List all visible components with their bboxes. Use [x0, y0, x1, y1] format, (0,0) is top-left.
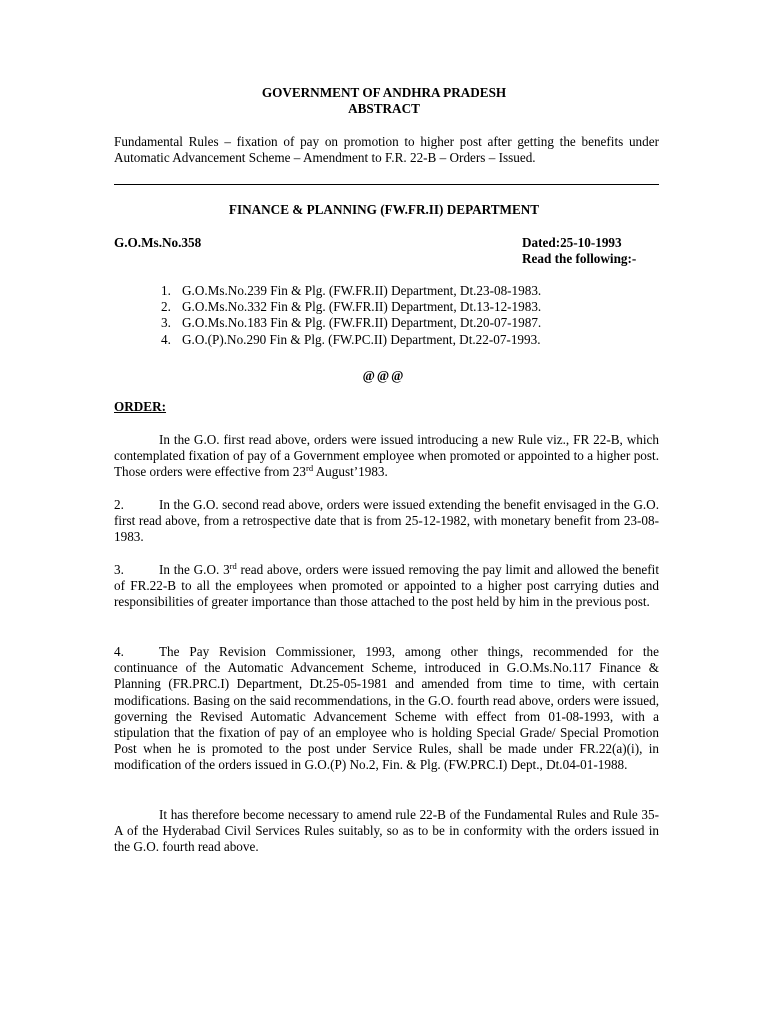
superscript: rd	[229, 561, 237, 571]
paragraph-text: The Pay Revision Commissioner, 1993, among other things, recommended for the continuance of the Automatic Advancement Scheme, introduced in G.O.Ms.No.117 Finance & Planning (FR.PRC.I) Department, Dt.25-05-1981 and amended from time to time, with certain modifications. Basing on the said recommendations, in the G.O. fourth read above, orders were issued, governing the Revised Automatic Advancement Scheme with effect from 01-08-1993, with a stipulation that the fixation of pay of an employee who is holding Special Grade/ Special Promotion Post when he is promoted to the post under Service Rules, shall be made under FR.22(a)(i), in modification of the orders issued in G.O.(P) No.2, Fin. & Plg. (FW.PRC.I) Dept., Dt.04-01-1988.	[114, 644, 659, 773]
superscript: rd	[306, 463, 314, 474]
reference-text: G.O.Ms.No.332 Fin & Plg. (FW.FR.II) Department, Dt.13-12-1983.	[182, 299, 542, 315]
reference-item	[161, 315, 541, 331]
reference-list	[161, 283, 541, 348]
reference-item	[161, 332, 541, 348]
paragraph-text: It has therefore become necessary to amend rule 22-B of the Fundamental Rules and Rule 35-A of the Hyderabad Civil Services Rules suitably, so as to be in conformity with the orders issued in the G.O. fourth read above.	[114, 807, 659, 855]
paragraph-text: In the G.O. first read above, orders were issued introducing a new Rule viz., FR 22-B, which contemplated fixation of pay of a Government employee when promoted or appointed to a higher post. Those orders were effective from 23	[114, 432, 659, 480]
order-paragraph-4	[114, 644, 659, 774]
paragraph-text: August’1983.	[313, 464, 388, 480]
divider-line	[114, 184, 659, 185]
paragraph-text: In the G.O. second read above, orders were issued extending the benefit envisaged in the G.O. first read above, from a retrospective date that is from 25-12-1982, with monetary benefit from 23-08-1983.	[114, 497, 659, 545]
read-following-label: Read the following:-	[522, 251, 637, 266]
reference-text: G.O.(P).No.290 Fin & Plg. (FW.PC.II) Department, Dt.22-07-1993.	[182, 331, 541, 347]
reference-text: G.O.Ms.No.239 Fin & Plg. (FW.FR.II) Department, Dt.23-08-1983.	[182, 283, 542, 298]
order-paragraph-3	[114, 562, 659, 611]
abstract-title: ABSTRACT	[348, 101, 420, 116]
paragraph-number: 3.	[114, 562, 124, 577]
paragraph-number: 2.	[114, 497, 124, 512]
order-paragraph-2	[114, 497, 659, 546]
section-separator: @@@	[362, 368, 406, 383]
reference-number: 4.	[161, 331, 171, 347]
abstract-subject: Fundamental Rules – fixation of pay on promotion to higher post after getting the benefits under Automatic Advancement Scheme – Amendment to F.R. 22-B – Orders – Issued.	[114, 134, 659, 166]
government-title: GOVERNMENT OF ANDHRA PRADESH	[261, 85, 507, 100]
paragraph-number: 4.	[114, 644, 124, 659]
paragraph-text: read above, orders were issued removing the pay limit and allowed the benefit of FR.22-B to all the employees when promoted or appointed to a higher post carrying duties and responsibilities of greater importance than those attached to the post held by him in the previous post.	[114, 562, 659, 610]
department-title: FINANCE & PLANNING (FW.FR.II) DEPARTMENT	[228, 202, 540, 217]
order-paragraph-1	[114, 432, 659, 481]
order-paragraph-5	[114, 807, 659, 856]
reference-item	[161, 283, 541, 299]
order-heading: ORDER:	[114, 399, 167, 414]
reference-item	[161, 299, 541, 315]
reference-number: 1.	[161, 283, 171, 298]
reference-text: G.O.Ms.No.183 Fin & Plg. (FW.FR.II) Department, Dt.20-07-1987.	[182, 315, 542, 331]
reference-number: 2.	[161, 299, 171, 315]
go-number: G.O.Ms.No.358	[114, 235, 202, 250]
paragraph-text: In the G.O. 3	[159, 562, 230, 577]
reference-number: 3.	[161, 315, 171, 331]
go-date: Dated:25-10-1993	[522, 235, 622, 250]
